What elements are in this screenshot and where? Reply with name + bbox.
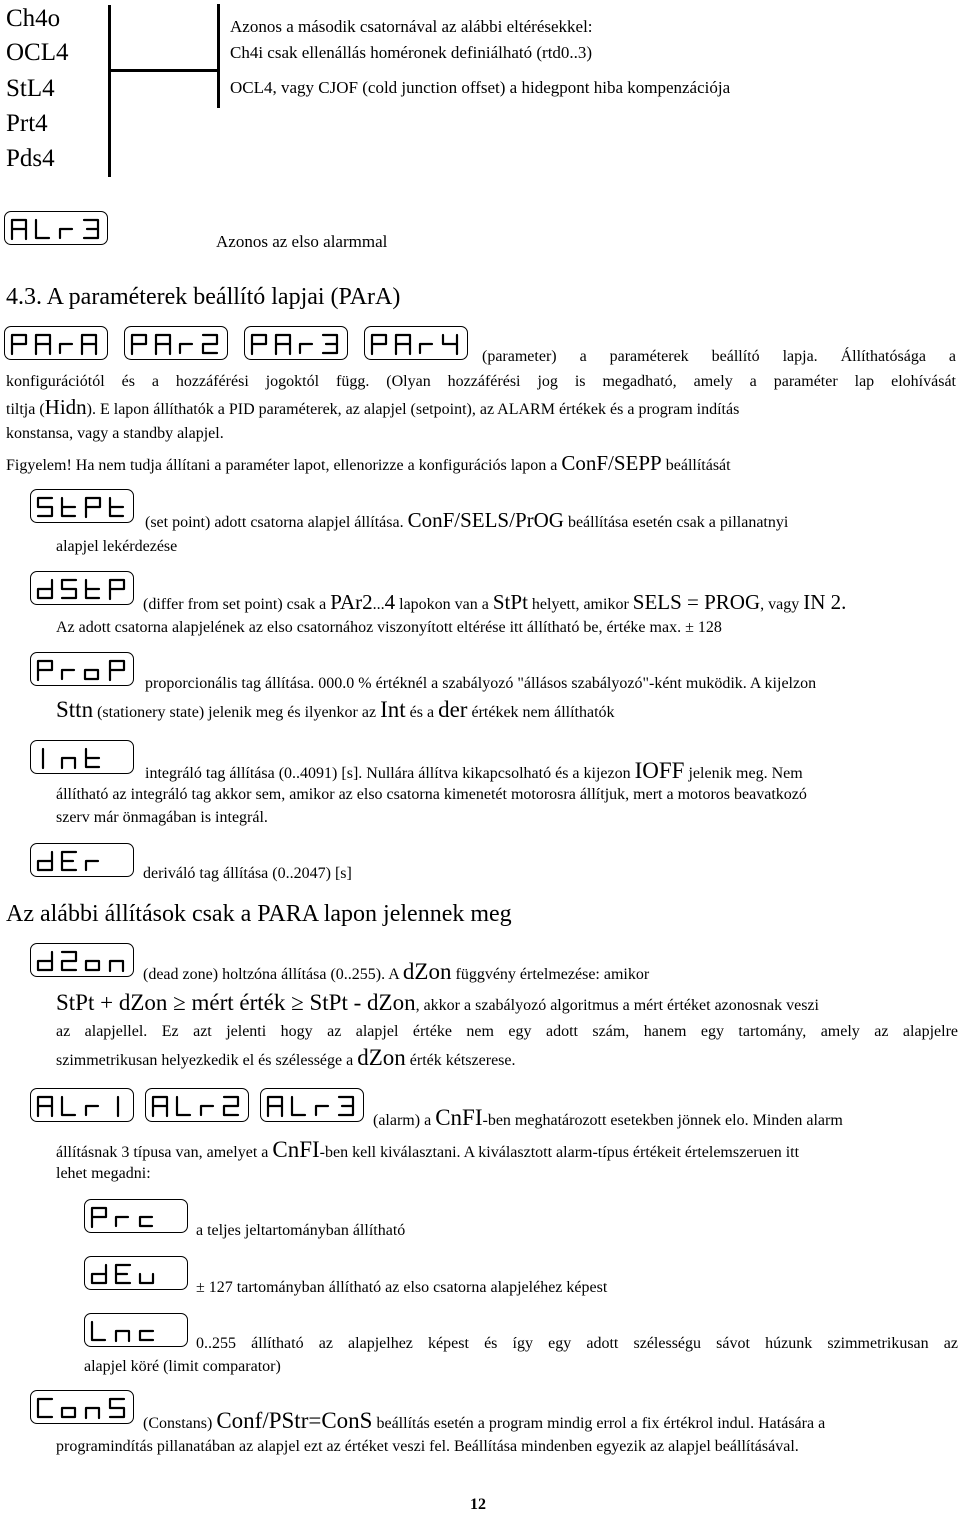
para-line5: Figyelem! Ha nem tudja állítani a paraméter lapot, ellenorizze a konfigurációs lapon a ConF/SEPP beállítását [6,451,731,475]
top-note-3: OCL4, vagy CJOF (cold junction offset) a hidegpont hiba kompenzációja [230,78,731,97]
lmc-line1: 0..255 állítható az alapjelhez képest és így egy adott szélességu sávot húzunk szimmetrikusan az [196,1335,958,1352]
stpt-line2: alapjel lekérdezése [56,538,178,555]
para-line3: tiltja (Hidn). E lapon állíthatók a PID paraméterek, az alapjel (setpoint), az ALARM értékek és a program indítás [6,395,740,419]
param-pds4: Pds4 [6,145,55,172]
display-der [30,843,134,877]
cons-line2: programindítás pillanatában az alapjel ezt az értéket veszi fel. Beállítása mindenben egyezik az alapjel beállításával. [56,1438,799,1455]
dzon-line1: (dead zone) holtzóna állítása (0..255). A dZon függvény értelmezése: amikor [143,959,650,984]
display-dev [84,1256,188,1290]
alr3-note: Azonos az elso alarmmal [216,232,388,251]
display-int [30,740,134,774]
dzon-line2: StPt + dZon ≥ mért érték ≥ StPt - dZon, akkor a szabályozó algoritmus a mért értéket azonosnak veszi [56,990,819,1015]
dzon-line3: az alapjellel. Ez azt jelenti hogy az alapjel értéke nem egy adott szám, hanem egy tartomány, amely az alapjelre [56,1023,958,1040]
der-line1: deriváló tag állítása (0..2047) [s] [143,865,352,882]
display-alr2 [145,1088,249,1122]
int-line2: állítható az integráló tag akkor sem, amikor az elso csatorna kimenetét motorosra állítjuk, mert a motoros beavatkozó [56,786,807,803]
display-alr1 [30,1088,134,1122]
bracket-line-mid [108,69,220,72]
int-line1: integráló tag állítása (0..4091) [s]. Nullára állítva kikapcsolható és a kijezon IOFF jelenik meg. Nem [145,758,803,783]
dzon-line4: szimmetrikusan helyezkedik el és szélessége a dZon érték kétszerese. [56,1045,516,1070]
dstp-line2: Az adott csatorna alapjelének az elso csatornához viszonyított eltérése itt állítható be, értéke max. ± 128 [56,619,722,636]
alarm-line1: (alarm) a CnFI-ben meghatározott esetekben jönnek elo. Minden alarm [373,1105,843,1130]
top-note-1: Azonos a második csatornával az alábbi eltérésekkel: [230,17,593,36]
display-dstp [30,571,134,605]
para-line4: konstansa, vagy a standby alapjel. [6,425,224,442]
param-stl4: StL4 [6,75,55,102]
prop-line1: proporcionális tag állítása. 000.0 % értéknél a szabályozó "állásos szabályozó"-ként muködik. A kijelzon [145,675,817,692]
para-line2: konfigurációtól és a hozzáférési jogoktól függ. (Olyan hozzáférési jog is megadható, amely a paraméter lap elohívását [6,373,956,390]
prop-line2: Sttn (stationery state) jelenik meg és ilyenkor az Int és a der értékek nem állíthatók [56,697,615,722]
display-stpt [30,489,134,523]
display-cons [30,1390,134,1424]
stpt-line1: (set point) adott csatorna alapjel állítása. ConF/SELS/PrOG beállítása esetén csak a pillanatnyi [145,508,789,532]
param-ch4o: Ch4o [6,5,61,32]
lmc-line2: alapjel köré (limit comparator) [84,1358,281,1375]
display-alr3 [260,1088,364,1122]
display-para [4,326,108,360]
display-dzon [30,943,134,977]
display-par3 [244,326,348,360]
param-prt4: Prt4 [6,110,48,137]
int-line3: szerv már önmagában is integrál. [56,809,268,826]
heading-para-only: Az alábbi állítások csak a PARA lapon jelennek meg [6,901,512,927]
dstp-line1: (differ from set point) csak a PAr2...4 lapokon van a StPt helyett, amikor SELS = PROG, vagy IN 2. [143,590,847,614]
top-note-2: Ch4i csak ellenállás homéronek definiálható (rtd0..3) [230,43,593,62]
prc-text: a teljes jeltartományban állítható [196,1222,406,1239]
para-line1: (parameter) a paraméterek beállító lapja. Állíthatósága a [482,348,956,365]
alarm-line3: lehet megadni: [56,1165,151,1182]
display-alr3-top [4,211,108,245]
display-prop [30,652,134,686]
dev-text: ± 127 tartományban állítható az elso csatorna alapjeléhez képest [196,1279,608,1296]
param-ocl4: OCL4 [6,39,69,66]
cons-line1: (Constans) Conf/PStr=ConS beállítás esetén a program mindig errol a fix értékrol indul. Hatására a [143,1408,826,1433]
bracket-line-right [217,4,220,108]
bracket-line-left [108,5,111,177]
display-par4 [364,326,468,360]
alarm-line2: állításnak 3 típusa van, amelyet a CnFI-ben kell kiválasztani. A kiválasztott alarm-típus értékeit értelemszeruen itt [56,1137,800,1162]
display-lmc [84,1313,188,1347]
display-prc [84,1199,188,1233]
display-par2 [124,326,228,360]
page-number: 12 [470,1496,486,1513]
section-title: 4.3. A paraméterek beállító lapjai (PArA) [6,284,401,310]
